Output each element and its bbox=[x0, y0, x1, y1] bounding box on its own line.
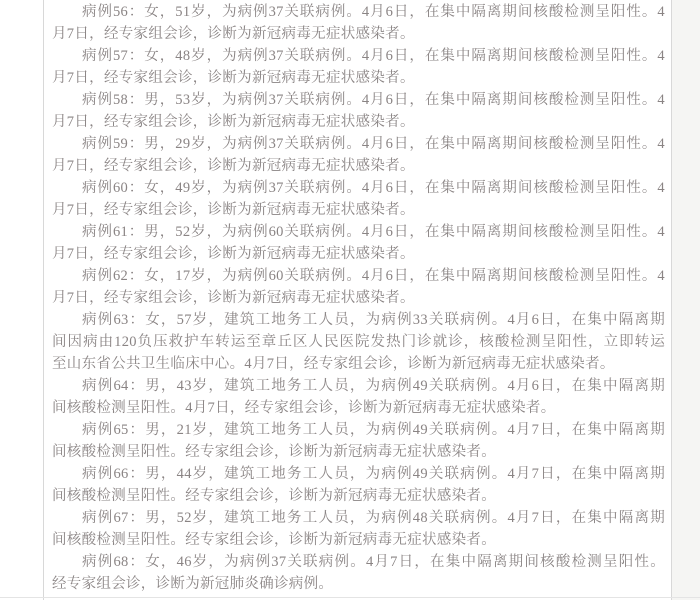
doc-line: 病例67：男，52岁，建筑工地务工人员，为病例48关联病例。4月7日，在集中隔离期 bbox=[82, 510, 665, 526]
doc-line: 月7日，经专家组会诊，诊断为新冠病毒无症状感染者。 bbox=[52, 246, 415, 262]
doc-line: 月7日，经专家组会诊，诊断为新冠病毒无症状感染者。 bbox=[52, 114, 415, 130]
doc-line: 月7日，经专家组会诊，诊断为新冠病毒无症状感染者。 bbox=[52, 202, 415, 218]
doc-line: 间核酸检测呈阳性。经专家组会诊，诊断为新冠病毒无症状感染者。 bbox=[52, 444, 496, 460]
doc-line: 病例62：女，17岁，为病例60关联病例。4月6日，在集中隔离期间核酸检测呈阳性。4 bbox=[82, 268, 665, 284]
doc-line: 间核酸检测呈阳性。4月7日，经专家组会诊，诊断为新冠病毒无症状感染者。 bbox=[52, 400, 556, 416]
case-paragraph bbox=[52, 221, 665, 265]
doc-line: 病例68：女，46岁，为病例37关联病例。4月7日，在集中隔离期间核酸检测呈阳性。 bbox=[82, 554, 665, 570]
page-right-margin bbox=[672, 0, 700, 600]
doc-line: 病例64：男，43岁，建筑工地务工人员，为病例49关联病例。4月6日，在集中隔离期 bbox=[82, 378, 665, 394]
doc-line: 病例61：男，52岁，为病例60关联病例。4月6日，在集中隔离期间核酸检测呈阳性。4 bbox=[82, 224, 665, 240]
doc-line: 病例56：女，51岁，为病例37关联病例。4月6日，在集中隔离期间核酸检测呈阳性。4 bbox=[82, 4, 665, 20]
page-bottom-edge bbox=[0, 597, 700, 598]
doc-line: 病例57：女，48岁，为病例37关联病例。4月6日，在集中隔离期间核酸检测呈阳性。4 bbox=[82, 48, 665, 64]
case-paragraph bbox=[52, 133, 665, 177]
doc-line: 间因病由120负压救护车转运至章丘区人民医院发热门诊就诊，核酸检测呈阳性，立即转运 bbox=[52, 334, 665, 350]
case-paragraph bbox=[52, 89, 665, 133]
document-body bbox=[52, 1, 665, 595]
case-paragraph bbox=[52, 45, 665, 89]
doc-line: 病例60：女，49岁，为病例37关联病例。4月6日，在集中隔离期间核酸检测呈阳性。4 bbox=[82, 180, 665, 196]
doc-line: 月7日，经专家组会诊，诊断为新冠病毒无症状感染者。 bbox=[52, 26, 415, 42]
doc-line: 月7日，经专家组会诊，诊断为新冠病毒无症状感染者。 bbox=[52, 158, 415, 174]
case-paragraph bbox=[52, 265, 665, 309]
case-paragraph bbox=[52, 551, 665, 595]
page-left-edge bbox=[43, 0, 44, 600]
doc-line: 病例59：男，29岁，为病例37关联病例。4月6日，在集中隔离期间核酸检测呈阳性。4 bbox=[82, 136, 665, 152]
case-paragraph bbox=[52, 463, 665, 507]
case-paragraph bbox=[52, 1, 665, 45]
doc-line: 经专家组会诊，诊断为新冠肺炎确诊病例。 bbox=[52, 576, 334, 592]
doc-line: 病例63：女，57岁，建筑工地务工人员，为病例33关联病例。4月6日，在集中隔离期 bbox=[82, 312, 665, 328]
case-paragraph bbox=[52, 507, 665, 551]
case-paragraph bbox=[52, 375, 665, 419]
doc-line: 月7日，经专家组会诊，诊断为新冠病毒无症状感染者。 bbox=[52, 290, 415, 306]
doc-line: 间核酸检测呈阳性。经专家组会诊，诊断为新冠病毒无症状感染者。 bbox=[52, 532, 496, 548]
doc-line: 病例65：男，21岁，建筑工地务工人员，为病例49关联病例。4月7日，在集中隔离期 bbox=[82, 422, 665, 438]
doc-line: 病例58：男，53岁，为病例37关联病例。4月6日，在集中隔离期间核酸检测呈阳性。4 bbox=[82, 92, 665, 108]
case-paragraph bbox=[52, 309, 665, 375]
doc-line: 月7日，经专家组会诊，诊断为新冠病毒无症状感染者。 bbox=[52, 70, 415, 86]
case-paragraph bbox=[52, 177, 665, 221]
doc-line: 间核酸检测呈阳性。经专家组会诊，诊断为新冠病毒无症状感染者。 bbox=[52, 488, 496, 504]
case-paragraph bbox=[52, 419, 665, 463]
doc-line: 病例66：男，44岁，建筑工地务工人员，为病例49关联病例。4月7日，在集中隔离期 bbox=[82, 466, 665, 482]
page-right-edge bbox=[671, 0, 672, 600]
doc-line: 至山东省公共卫生临床中心。4月7日，经专家组会诊，诊断为新冠病毒无症状感染者。 bbox=[52, 356, 615, 372]
